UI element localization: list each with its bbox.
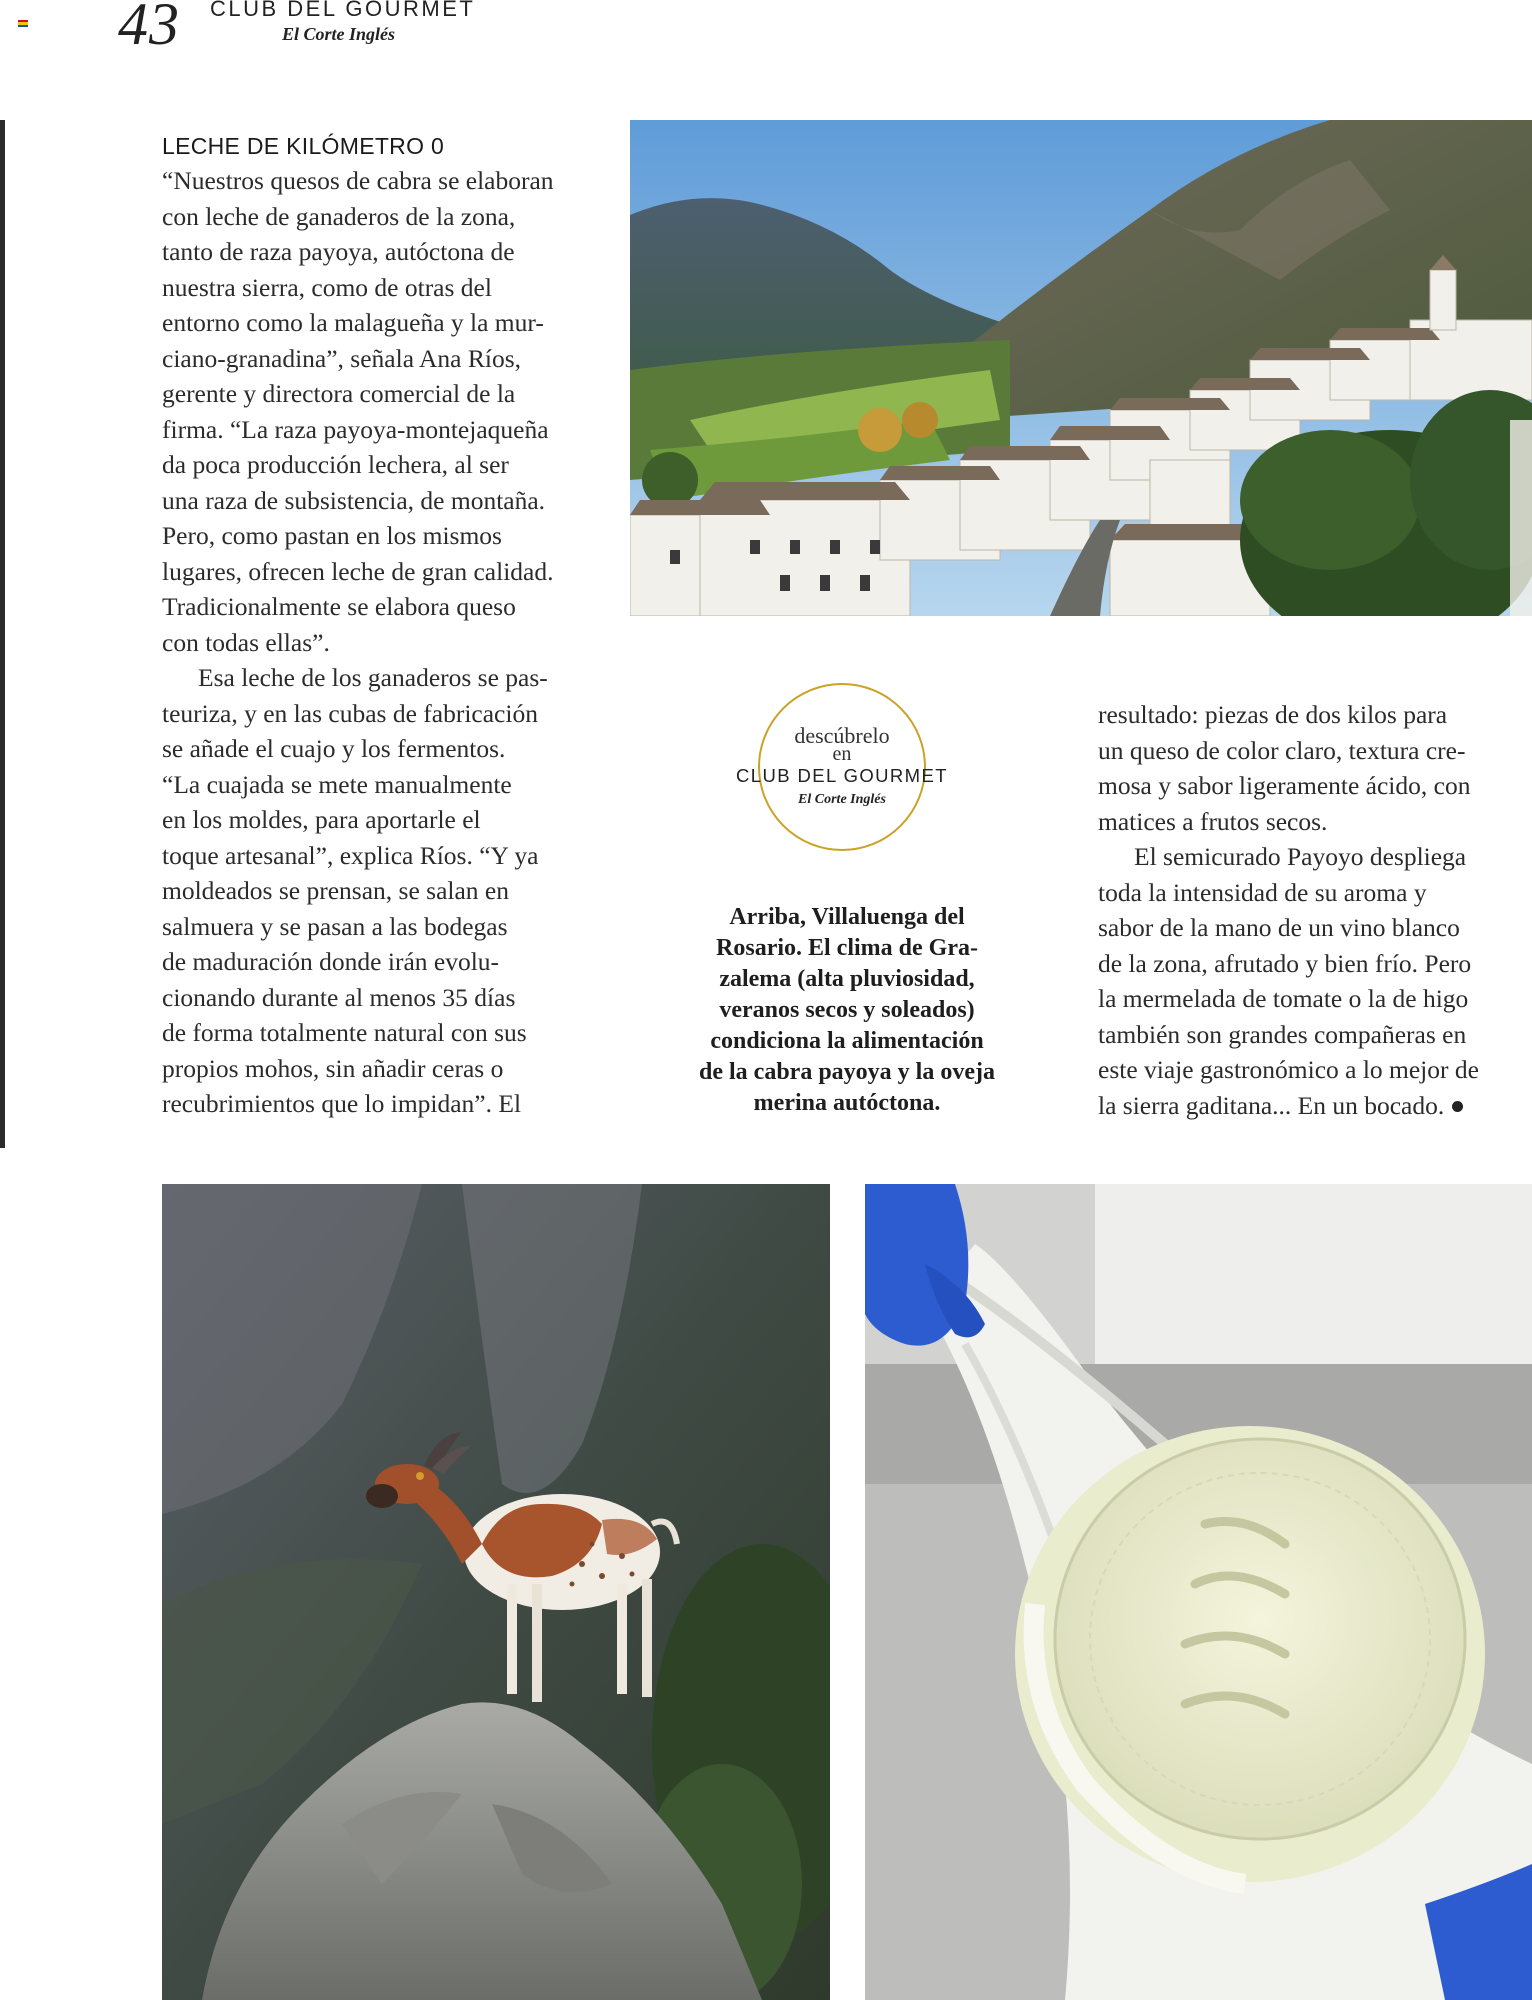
article-line: con todas ellas”. — [162, 627, 330, 657]
article-line: Pero, como pastan en los mismos — [162, 521, 502, 550]
article-line: firma. “La raza payoya-montejaqueña — [162, 414, 549, 444]
article-line: mosa y sabor ligeramente ácido, con — [1098, 771, 1471, 800]
end-bullet-icon — [1452, 1101, 1463, 1112]
article-line: El semicurado Payoyo despliega — [1134, 842, 1467, 871]
badge-en-text: en — [832, 743, 852, 765]
article-line: en los moldes, para aportarle el — [162, 805, 481, 834]
article-line: con leche de ganaderos de la zona, — [162, 201, 516, 231]
article-line: de maduración donde irán evolu- — [162, 947, 500, 976]
article-line: de forma totalmente natural con sus — [162, 1018, 527, 1047]
badge-brand: CLUB DEL GOURMET — [736, 765, 948, 786]
left-edge-bar — [0, 120, 5, 1148]
caption-line: condiciona la alimentación — [710, 1028, 984, 1054]
article-line: toque artesanal”, explica Ríos. “Y ya — [162, 840, 539, 870]
club-del-gourmet-badge — [736, 683, 948, 851]
article-line: da poca producción lechera, al ser — [162, 450, 509, 479]
article-line: matices a frutos secos. — [1098, 806, 1328, 836]
article-line: nuestra sierra, como de otras del — [162, 272, 492, 302]
article-line: salmuera y se pasan a las bodegas — [162, 911, 508, 941]
article-line: “Nuestros quesos de cabra se elaboran — [162, 166, 554, 195]
left-article-column — [162, 163, 602, 1122]
flag-icon — [18, 20, 28, 27]
article-line: “La cuajada se mete manualmente — [162, 769, 512, 799]
caption-line: merina autóctona. — [753, 1090, 941, 1116]
article-line: moldeados se prensan, se salan en — [162, 876, 509, 905]
article-line: un queso de color claro, textura cre- — [1098, 735, 1466, 765]
photo-caption — [670, 902, 1024, 1119]
article-line: Tradicionalmente se elabora queso — [162, 592, 516, 621]
article-line: ciano-granadina”, señala Ana Ríos, — [162, 343, 521, 373]
caption-line: Arriba, Villaluenga del — [729, 904, 965, 930]
caption-line: de la cabra payoya y la oveja — [699, 1059, 995, 1085]
article-line: sabor de la mano de un vino blanco — [1098, 913, 1460, 942]
article-last-line-text: la sierra gaditana... En un bocado. — [1098, 1090, 1445, 1120]
caption-line: veranos secos y soleados) — [719, 997, 975, 1023]
article-line: se añade el cuajo y los fermentos. — [162, 734, 506, 763]
caption-line: zalema (alta pluviosidad, — [719, 966, 975, 992]
right-article-column — [1098, 697, 1528, 1123]
goat-photo — [162, 1184, 830, 2000]
article-line: cionando durante al menos 35 días — [162, 982, 516, 1012]
badge-discover-text: descúbrelo — [794, 723, 890, 748]
cheese-photo — [865, 1184, 1532, 2000]
article-line: una raza de subsistencia, de montaña. — [162, 485, 546, 515]
article-line: gerente y directora comercial de la — [162, 379, 516, 408]
article-line: de la zona, afrutado y bien frío. Pero — [1098, 948, 1472, 978]
header-store-logo: El Corte Inglés — [282, 24, 396, 44]
article-line: lugares, ofrecen leche de gran calidad. — [162, 556, 554, 586]
page-number: 43 — [118, 0, 180, 57]
article-line: tanto de raza payoya, autóctona de — [162, 237, 515, 266]
article-line: teuriza, y en las cubas de fabricación — [162, 698, 538, 728]
caption-line: Rosario. El clima de Gra- — [716, 935, 978, 961]
article-line: entorno como la malagueña y la mur- — [162, 308, 544, 337]
badge-store-logo: El Corte Inglés — [798, 792, 886, 807]
article-line: recubrimientos que lo impidan”. El — [162, 1089, 522, 1118]
village-photo — [630, 120, 1532, 616]
article-line: toda la intensidad de su aroma y — [1098, 877, 1427, 907]
article-line: Esa leche de los ganaderos se pas- — [198, 663, 548, 692]
article-line — [1098, 1088, 1528, 1124]
article-line: propios mohos, sin añadir ceras o — [162, 1053, 504, 1083]
article-line: también son grandes compañeras en — [1098, 1019, 1467, 1049]
article-line: resultado: piezas de dos kilos para — [1098, 700, 1448, 729]
article-line: la mermelada de tomate o la de higo — [1098, 984, 1469, 1013]
article-line: este viaje gastronómico a lo mejor de — [1098, 1055, 1479, 1084]
header-brand: CLUB DEL GOURMET — [210, 0, 476, 21]
section-heading: LECHE DE KILÓMETRO 0 — [162, 133, 445, 159]
